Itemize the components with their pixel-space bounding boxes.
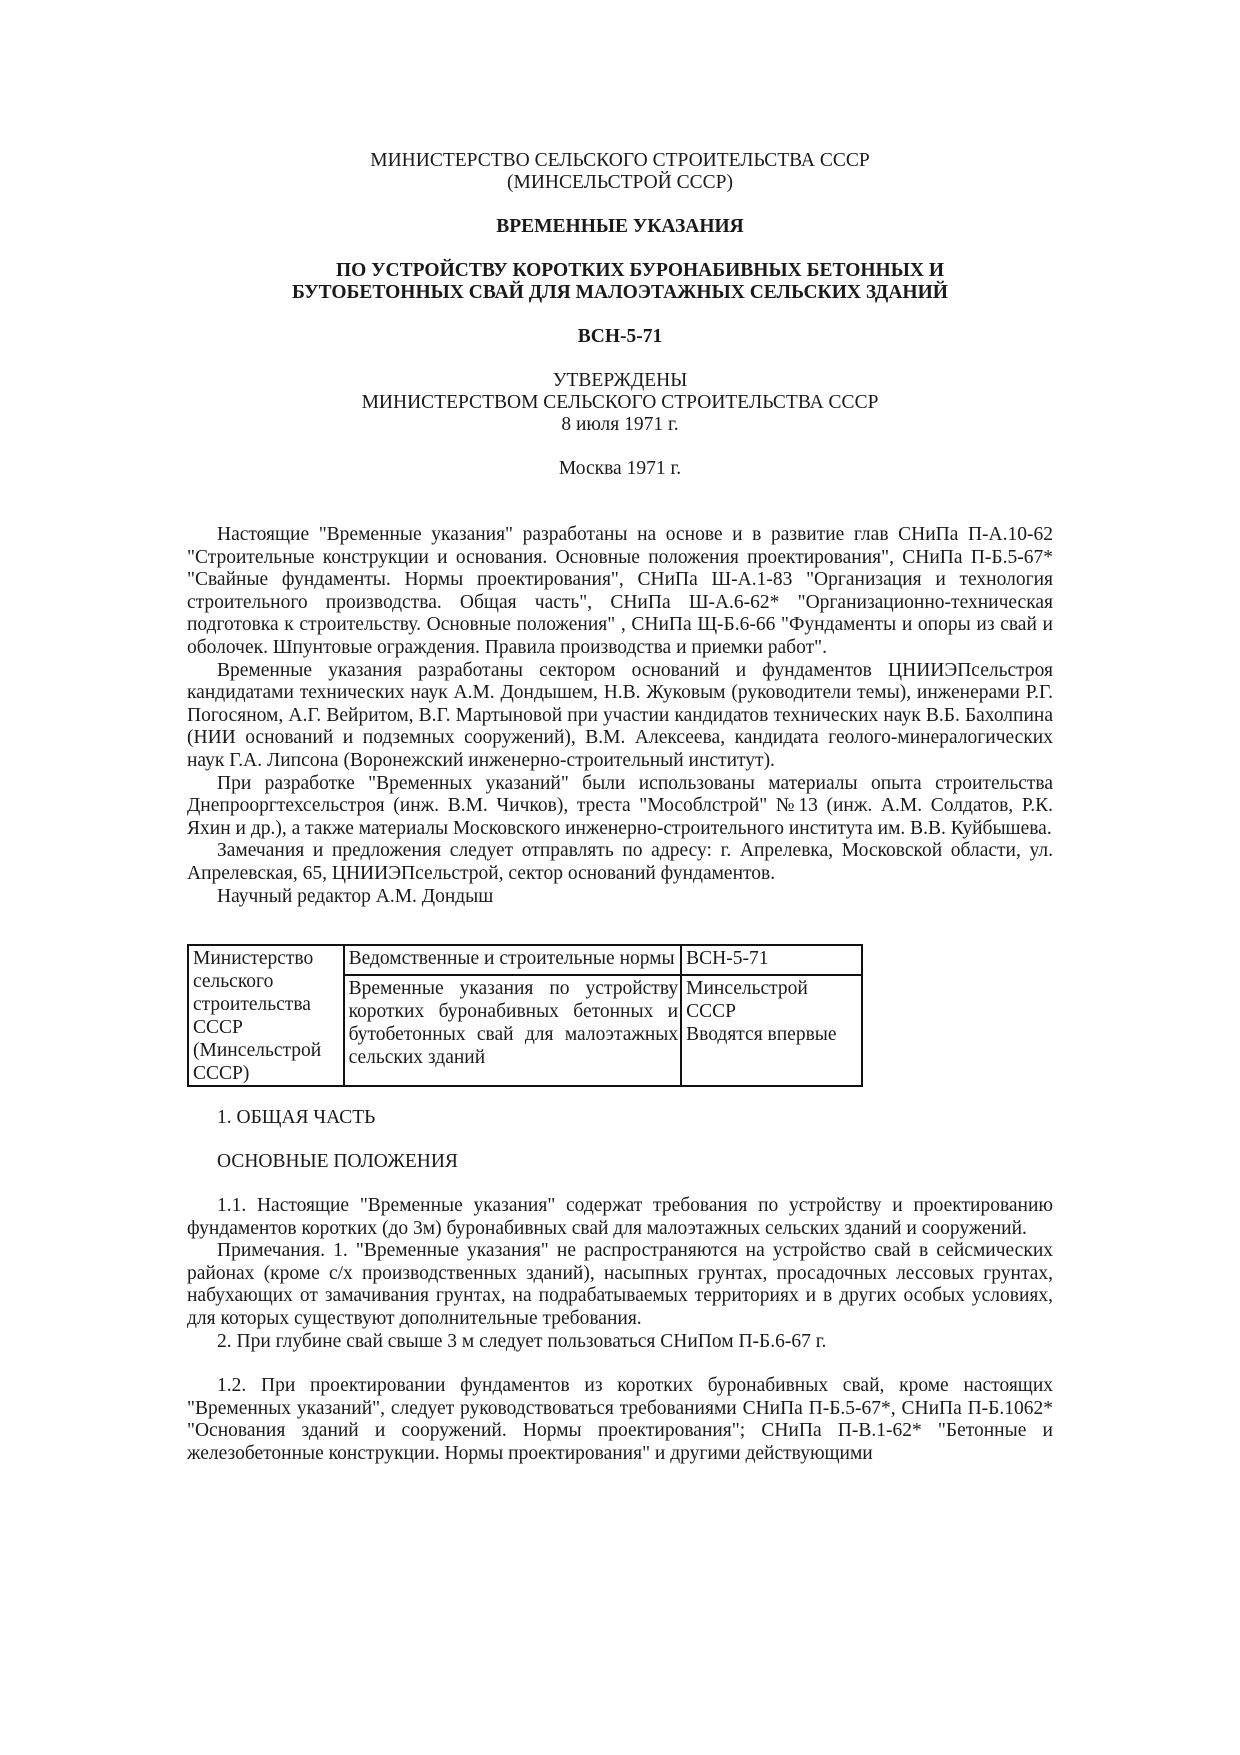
ministry-abbreviation: (МИНСЕЛЬСТРОЙ СССР) [507, 172, 733, 193]
place-year: Москва 1971 г. [558, 458, 682, 479]
clause-1-1: 1.1. Настоящие "Временные указания" содержат требования по устройству и проектированию фундаментов коротких (до 3м) буронабивных свай для малоэтажных сельских зданий и сооружений. [187, 1195, 1053, 1239]
approved-by: МИНИСТЕРСТВОМ СЕЛЬСКОГО СТРОИТЕЛЬСТВА СССР [361, 392, 879, 413]
code-cell: ВСН-5-71 [681, 945, 862, 975]
norms-type-cell: Ведомственные и строительные нормы [344, 945, 682, 975]
section-1 [187, 1107, 1053, 1466]
issuing-authority-cell: Министерство сельского строительства СССР (Минсельстрой СССР) [188, 945, 344, 1086]
document-type: ВРЕМЕННЫЕ УКАЗАНИЯ [496, 216, 744, 237]
preface-paragraph-2: Временные указания разработаны сектором оснований и фундаментов ЦНИИЭПсельстроя кандидатами технических наук А.М. Дондышем, Н.В. Жуковым (руководители темы), инженерами Р.Г. Погосяном, А.Г. Вейритом, В.Г. Мартыновой при участии кандидатов технических наук В.Б. Бахолпина (НИИ оснований и подземных сооружений), В.М. Алексеева, кандидата геолого-минералогических наук Г.А. Липсона (Воронежский инженерно-строительный институт). [187, 659, 1053, 771]
title-block [187, 150, 1053, 480]
document-page [187, 150, 1053, 1466]
clause-1-2: 1.2. При проектировании фундаментов из коротких буронабивных свай, кроме настоящих "Временных указаний", следует руководствоваться требованиями СНиПа П-Б.5-67*, СНиПа П-Б.1062* "Основания зданий и сооружений. Нормы проектирования"; СНиПа П-В.1-62* "Бетонные и железобетонные конструкции. Нормы проектирования" и другими действующими [187, 1375, 1053, 1465]
note-1: Примечания. 1. "Временные указания" не распространяются на устройство свай в сейсмических районах (кроме с/х производственных зданий), насыпных грунтах, просадочных лессовых грунтах, набухающих от замачивания грунтах, на подрабатываемых территориях и в других особых условиях, для которых существуют дополнительные требования. [187, 1240, 1053, 1330]
preface-paragraph-3: При разработке "Временных указаний" были использованы материалы опыта строительства Днепрооргтехсельстроя (инж. В.М. Чичков), треста "Мособлстрой" №13 (инж. А.М. Солдатов, Р.К. Яхин и др.), а также материалы Московского инженерно-строительного института им. В.В. Куйбышева. [187, 772, 1053, 839]
scientific-editor: Научный редактор А.М. Дондыш [217, 885, 494, 907]
approved-label: УТВЕРЖДЕНЫ [552, 370, 688, 391]
document-info-table [187, 944, 863, 1087]
document-title-line-1: ПО УСТРОЙСТВУ КОРОТКИХ БУРОНАБИВНЫХ БЕТОННЫХ И [336, 260, 944, 281]
preface-paragraph-4: Замечания и предложения следует отправлять по адресу: г. Апрелевка, Московской области, ул. Апрелевская, 65, ЦНИИЭПсельстрой, сектор оснований фундаментов. [187, 840, 1053, 884]
section-heading: 1. ОБЩАЯ ЧАСТЬ [217, 1107, 376, 1129]
introduction-status: Вводятся впервые [686, 1024, 837, 1046]
introduced-by-cell [681, 975, 862, 1086]
approved-date: 8 июля 1971 г. [561, 414, 679, 435]
preface-paragraph-1: Настоящие "Временные указания" разработаны на основе и в развитие глав СНиПа П-А.10-62 "Строительные конструкции и основания. Основные положения проектирования", СНиПа П-Б.5-67* "Свайные фундаменты. Нормы проектирования", СНиПа Ш-А.1-83 "Организация и технология строительного производства. Общая часть", СНиПа Ш-А.6-62* "Организационно-техническая подготовка к строительству. Основные положения" , СНиПа Щ-Б.6-66 "Фундаменты и опоры из свай и оболочек. Шпунтовые ограждения. Правила производства и приемки работ". [187, 524, 1053, 658]
table-row [188, 945, 862, 975]
document-title-line-2: БУТОБЕТОННЫХ СВАЙ ДЛЯ МАЛОЭТАЖНЫХ СЕЛЬСКИХ ЗДАНИЙ [292, 282, 948, 303]
document-code: ВСН-5-71 [577, 326, 663, 347]
introduced-by: Минсельстрой СССР [686, 978, 808, 1023]
ministry-name: МИНИСТЕРСТВО СЕЛЬСКОГО СТРОИТЕЛЬСТВА СССР [370, 150, 870, 171]
preface [187, 524, 1053, 908]
note-2: 2. При глубине свай свыше 3 м следует пользоваться СНиПом П-Б.6-67 г. [217, 1330, 827, 1352]
document-title-cell: Временные указания по устройству коротких буронабивных бетонных и бутобетонных свай для малоэтажных сельских зданий [344, 975, 682, 1086]
section-subheading: ОСНОВНЫЕ ПОЛОЖЕНИЯ [217, 1151, 458, 1173]
